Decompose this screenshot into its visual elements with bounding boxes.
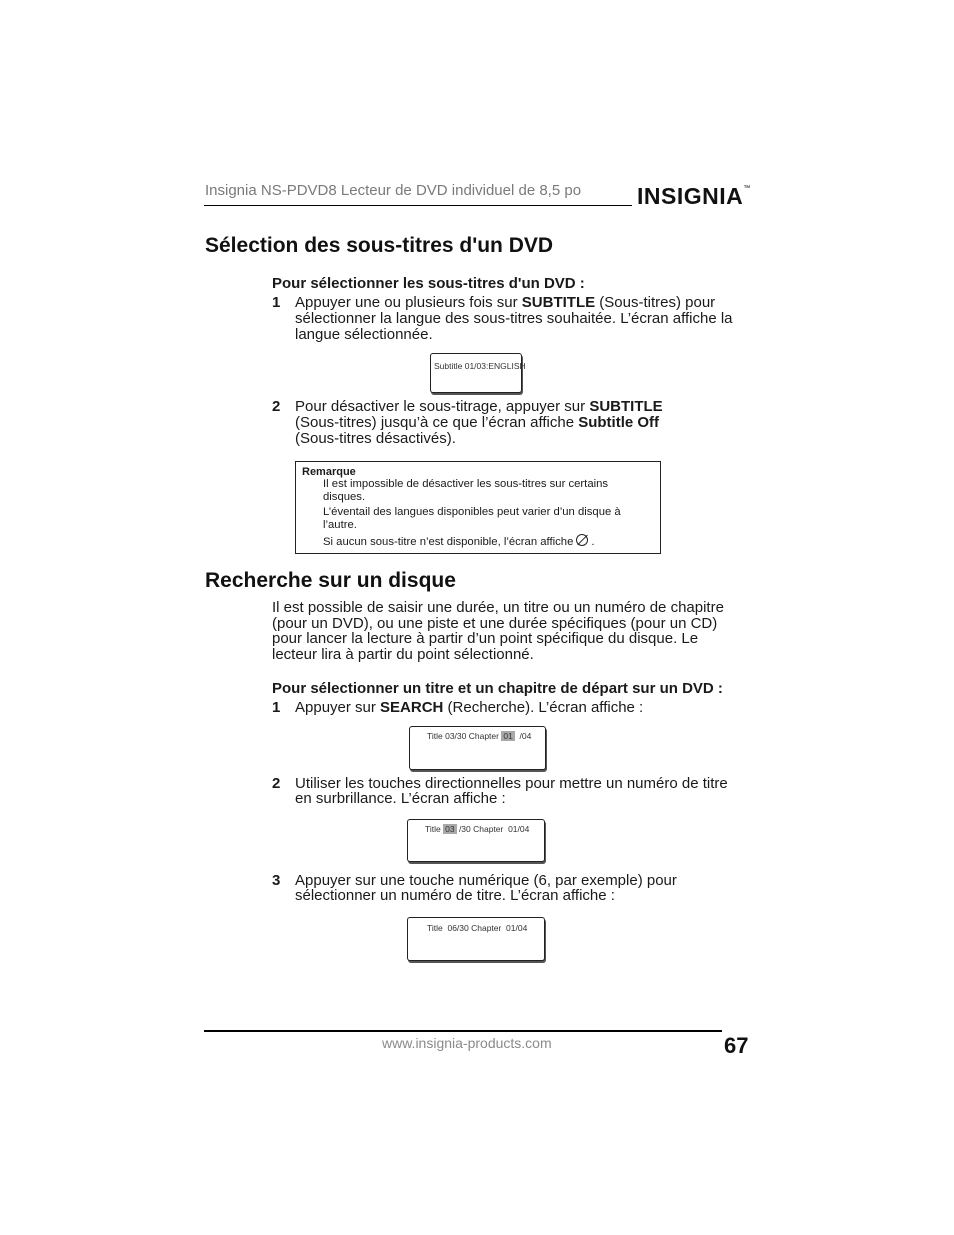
footer-url: www.insignia-products.com (382, 1035, 552, 1051)
note-item (323, 506, 655, 531)
step-text-line: Appuyer sur une touche numérique (6, par exemple) pour (295, 872, 677, 889)
no-subtitle-icon (576, 534, 588, 546)
step-number: 1 (272, 699, 281, 716)
step-text-line: (Sous-titres désactivés). (295, 430, 456, 447)
insignia-logo (637, 183, 751, 210)
step-number: 2 (272, 398, 281, 415)
step-number: 2 (272, 775, 281, 792)
key-subtitle-off: Subtitle Off (578, 414, 660, 431)
note-text: disques. (323, 490, 366, 503)
step-text (295, 399, 663, 415)
note-item (323, 478, 655, 503)
key-subtitle: SUBTITLE (521, 294, 596, 311)
osd-text: Title 06/30 Chapter 01/04 (427, 923, 528, 933)
trademark-mark: ™ (743, 185, 751, 192)
osd-text-part: Title (425, 824, 444, 834)
key-subtitle: SUBTITLE (589, 398, 663, 415)
osd-screen-subtitle (430, 353, 526, 393)
step-text-line: langue sélectionnée. (295, 326, 433, 343)
osd-highlight: 01 (503, 731, 513, 741)
osd-text (425, 824, 529, 834)
logo-text: INSIGNIA (637, 183, 744, 209)
osd-text-part: /30 Chapter 01/04 (456, 824, 530, 834)
osd-text-part: Title 03/30 Chapter (427, 731, 502, 741)
step-text-line: Utiliser les touches directionnelles pour mettre un numéro de titre (295, 775, 728, 792)
intro-line: pour lancer la lecture à partir d’un point spécifique du disque. Le (272, 630, 699, 648)
note-text: l’autre. (323, 518, 357, 531)
intro-line: Il est possible de saisir une durée, un titre ou un numéro de chapitre (272, 599, 724, 616)
footer-rule (204, 1030, 722, 1032)
step-text-line: en surbrillance. L’écran affiche : (295, 790, 506, 807)
procedure-heading-search: Pour sélectionner un titre et un chapitre de départ sur un DVD : (272, 680, 723, 697)
osd-screen-search-3 (407, 917, 545, 961)
osd-highlight: 03 (445, 824, 455, 834)
note-text: . (591, 536, 595, 548)
step-number: 1 (272, 294, 281, 311)
step-number: 3 (272, 872, 281, 889)
step-text-line: sélectionner la langue des sous-titres souhaitée. L’écran affiche la (295, 310, 733, 327)
note-item (323, 534, 655, 549)
osd-text: Subtitle 01/03:ENGLISH (434, 361, 526, 371)
step-text-part: Appuyer une ou plusieurs fois sur (295, 294, 522, 311)
step-text (295, 700, 643, 716)
osd-screen-search-1 (409, 726, 546, 770)
step-text-part: Pour désactiver le sous-titrage, appuyer sur (295, 398, 590, 415)
note-title: Remarque (302, 466, 356, 478)
osd-screen-search-2 (407, 819, 545, 862)
osd-text-part: /04 (514, 731, 532, 741)
intro-line: lecteur lira à partir du point sélectionné. (272, 645, 534, 663)
note-text: Si aucun sous-titre n’est disponible, l’écran affiche (323, 536, 574, 548)
section-heading-search: Recherche sur un disque (205, 569, 456, 592)
running-header: Insignia NS-PDVD8 Lecteur de DVD individuel de 8,5 po (205, 182, 582, 199)
intro-paragraph (272, 600, 724, 662)
step-text-part: Appuyer sur (295, 699, 381, 716)
note-text: Il est impossible de désactiver les sous-titres sur certains (323, 478, 609, 490)
note-text: L’éventail des langues disponibles peut varier d’un disque à (323, 506, 621, 518)
step-text-line: sélectionner un numéro de titre. L’écran affiche : (295, 887, 615, 904)
step-text (295, 295, 715, 311)
note-box (295, 461, 661, 554)
key-search: SEARCH (380, 699, 444, 716)
step-text (295, 415, 659, 431)
step-text-part: (Sous-titres) pour (595, 294, 716, 311)
header-rule (204, 205, 632, 206)
step-text-part: (Recherche). L’écran affiche : (443, 699, 644, 716)
section-heading-subtitles: Sélection des sous-titres d'un DVD (205, 234, 554, 257)
page-number: 67 (724, 1033, 749, 1058)
procedure-heading-subtitles: Pour sélectionner les sous-titres d'un DVD : (272, 275, 585, 292)
osd-text (427, 731, 531, 741)
step-text-part: (Sous-titres) jusqu’à ce que l’écran affiche (295, 414, 579, 431)
intro-line: (pour un DVD), ou une piste et une durée spécifiques (pour un CD) (272, 614, 718, 632)
